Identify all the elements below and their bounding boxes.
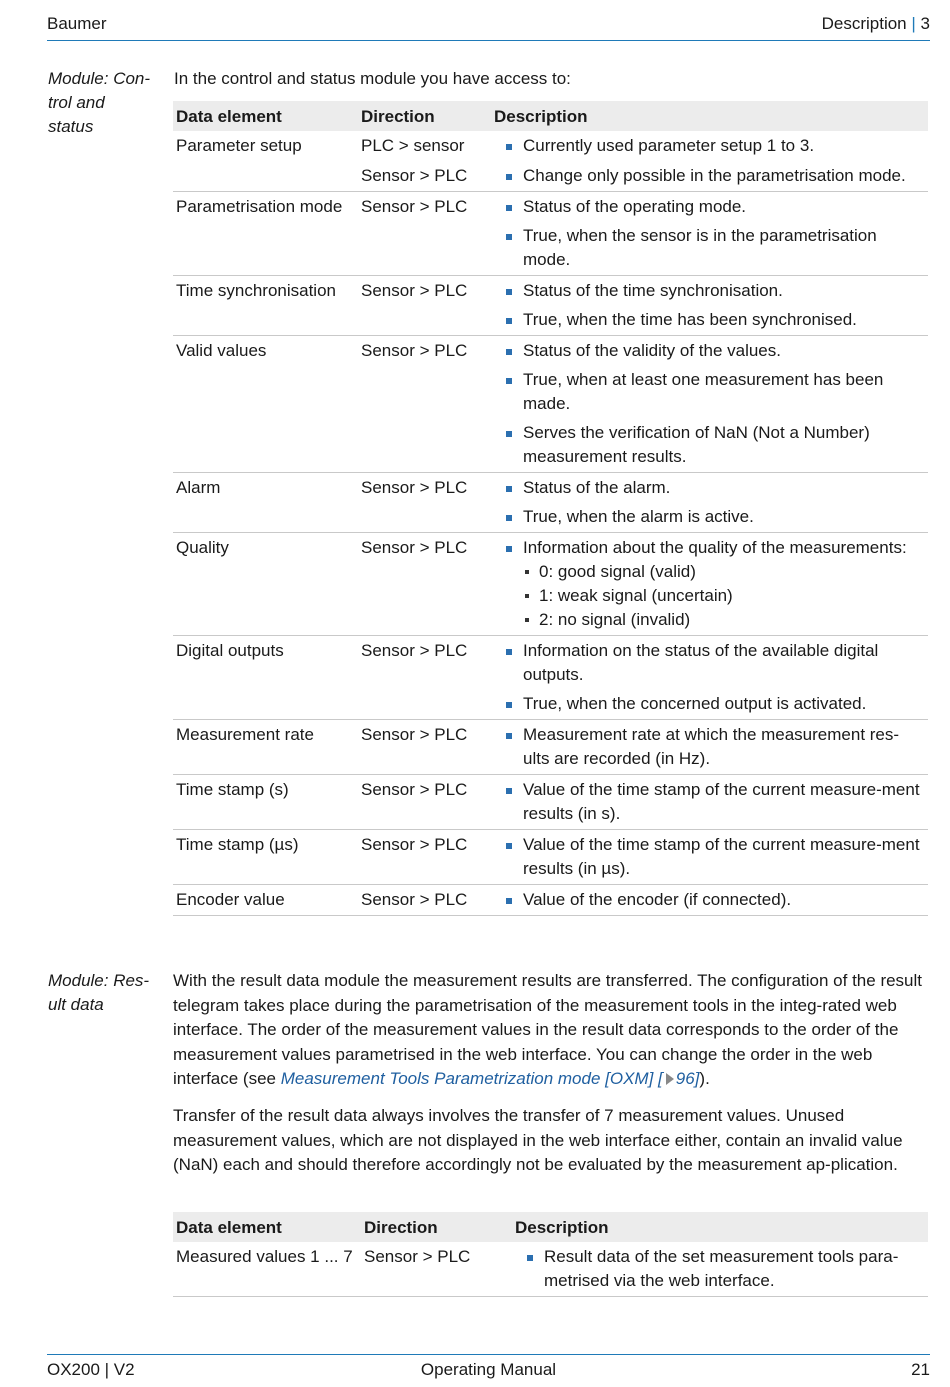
data-element-cell: Parameter setup [176,136,302,155]
page-arrow-icon [666,1073,674,1085]
direction-cell: Sensor > PLC [358,161,491,192]
description-cell [491,473,928,533]
data-element-cell: Time stamp (µs) [173,830,358,885]
sub-bullet-item: 1: weak signal (uncertain) [494,584,925,608]
direction-cell: Sensor > PLC [358,192,491,276]
data-element-cell [173,161,358,192]
bullet-item: True, when at least one measurement has been made. [494,368,925,416]
page-header [47,12,930,41]
bullet-item: True, when the concerned output is activated. [494,692,925,716]
section-title: Description [821,14,907,33]
data-element-cell: Parametrisation mode [173,192,358,276]
document-title: Operating Manual [420,1360,557,1379]
bullet-item: True, when the sensor is in the parametrisation mode. [494,224,925,272]
table-header-row [173,1212,928,1242]
direction-cell: Sensor > PLC [361,1242,512,1297]
data-element-cell: Digital outputs [173,636,358,720]
bullet-item: Change only possible in the parametrisation mode. [494,164,925,188]
table-row [173,1242,928,1297]
bullet-item: True, when the time has been synchronised. [494,308,925,332]
table-row [173,161,928,192]
bullet-item: Status of the validity of the values. [494,339,925,363]
bullet-item: Information on the status of the available digital outputs. [494,639,925,687]
side-label-line: Module: Res- [48,971,150,990]
table-row [173,192,928,276]
link-text[interactable]: Measurement Tools Parametrization mode [OXM] [ [280,1069,663,1088]
chapter-number: 3 [920,14,930,33]
bullet-item: Value of the time stamp of the current measure-ment results (in µs). [494,833,925,881]
description-cell [491,775,928,830]
direction-cell: Sensor > PLC [358,830,491,885]
description-cell [491,830,928,885]
bullet-item: Measurement rate at which the measurement res-ults are recorded (in Hz). [494,723,925,771]
data-element-cell: Time stamp (s) [173,775,358,830]
direction-cell: Sensor > PLC [358,473,491,533]
data-element-cell: Measurement rate [173,720,358,775]
description-cell [491,276,928,336]
bullet-item: Value of the encoder (if connected). [494,888,925,912]
header-separator: | [911,14,916,33]
description-cell [491,336,928,473]
data-element-cell: Quality [173,533,358,636]
column-header: Data element [173,101,358,131]
direction-cell: Sensor > PLC [358,276,491,336]
side-label-line: status [48,117,94,136]
description-cell [491,161,928,192]
side-label-line: ult data [48,995,104,1014]
description-cell [491,131,928,161]
direction-cell: Sensor > PLC [358,336,491,473]
bullet-item: Result data of the set measurement tools para-metrised via the web interface. [515,1245,925,1293]
bullet-item: Status of the alarm. [494,476,925,500]
direction-cell: Sensor > PLC [358,775,491,830]
brand-name: Baumer [47,14,107,33]
bullet-item: Value of the time stamp of the current measure-ment results (in s). [494,778,925,826]
result-module-paragraph-1 [173,969,923,1092]
table-row [173,276,928,336]
table-header-row [173,101,928,131]
description-cell [512,1242,928,1297]
paragraph-text: With the result data module the measurement results are transferred. The configuration of the result telegram takes place during the parametrisation of the measurement tools in the integ-rated web interface. The order of the measurement values in the result data corresponds to the order of the measurement values parametrised in the web interface. You can change the order in the web interface (see [173,971,923,1088]
control-module-label [48,67,163,139]
cross-reference-link[interactable] [281,1069,700,1088]
data-element-cell: Encoder value [173,885,358,916]
column-header: Direction [358,101,491,131]
page-footer [47,1354,930,1385]
direction-cell: Sensor > PLC [358,720,491,775]
direction-cell: Sensor > PLC [358,533,491,636]
table-row [173,336,928,473]
description-cell [491,533,928,636]
bullet-item: True, when the alarm is active. [494,505,925,529]
paragraph-end: ). [699,1069,710,1088]
result-module-paragraph-2 [173,1104,923,1178]
paragraph-text: Transfer of the result data always involves the transfer of 7 measurement values. Unused measurement values, which are not displayed in the web interface either, contain an invalid value (NaN) each and should therefore accordingly not be evaluated by the measurement ap-plication. [173,1106,903,1174]
column-header: Data element [173,1212,361,1242]
column-header: Direction [361,1212,512,1242]
sub-bullet-item: 2: no signal (invalid) [494,608,925,632]
data-element-cell: Measured values 1 ... 7 [173,1242,361,1297]
table-row [173,473,928,533]
bullet-item: Currently used parameter setup 1 to 3. [494,134,925,158]
side-label-line: Module: Con- [48,69,151,88]
table-row [173,131,928,161]
table-row [173,830,928,885]
result-data-table [173,1212,928,1297]
data-element-cell: Time synchronisation [173,276,358,336]
description-cell [491,885,928,916]
column-header: Description [491,101,928,131]
table-row [173,775,928,830]
sub-bullet-item: 0: good signal (valid) [494,560,925,584]
data-element-cell: Valid values [173,336,358,473]
bullet-item: Status of the time synchronisation. [494,279,925,303]
description-cell [491,720,928,775]
table-row [173,720,928,775]
link-page[interactable]: 96] [675,1069,700,1088]
bullet-item: Serves the verification of NaN (Not a Number) measurement results. [494,421,925,469]
product-version: OX200 | V2 [47,1360,135,1379]
side-label-line: trol and [48,93,105,112]
description-cell [491,636,928,720]
description-cell [491,192,928,276]
table-row [173,533,928,636]
result-module-label [48,969,163,1017]
direction-cell: Sensor > PLC [358,885,491,916]
data-element-cell: Alarm [173,473,358,533]
column-header: Description [512,1212,928,1242]
control-module-intro: In the control and status module you have access to: [174,69,571,88]
page-number: 21 [911,1360,930,1379]
table-row [173,885,928,916]
chapter-heading [822,14,930,34]
bullet-item: Status of the operating mode. [494,195,925,219]
control-status-table [173,101,928,916]
table-row [173,636,928,720]
direction-cell: PLC > sensor [361,136,465,155]
direction-cell: Sensor > PLC [358,636,491,720]
bullet-item: Information about the quality of the measurements: [494,536,925,560]
